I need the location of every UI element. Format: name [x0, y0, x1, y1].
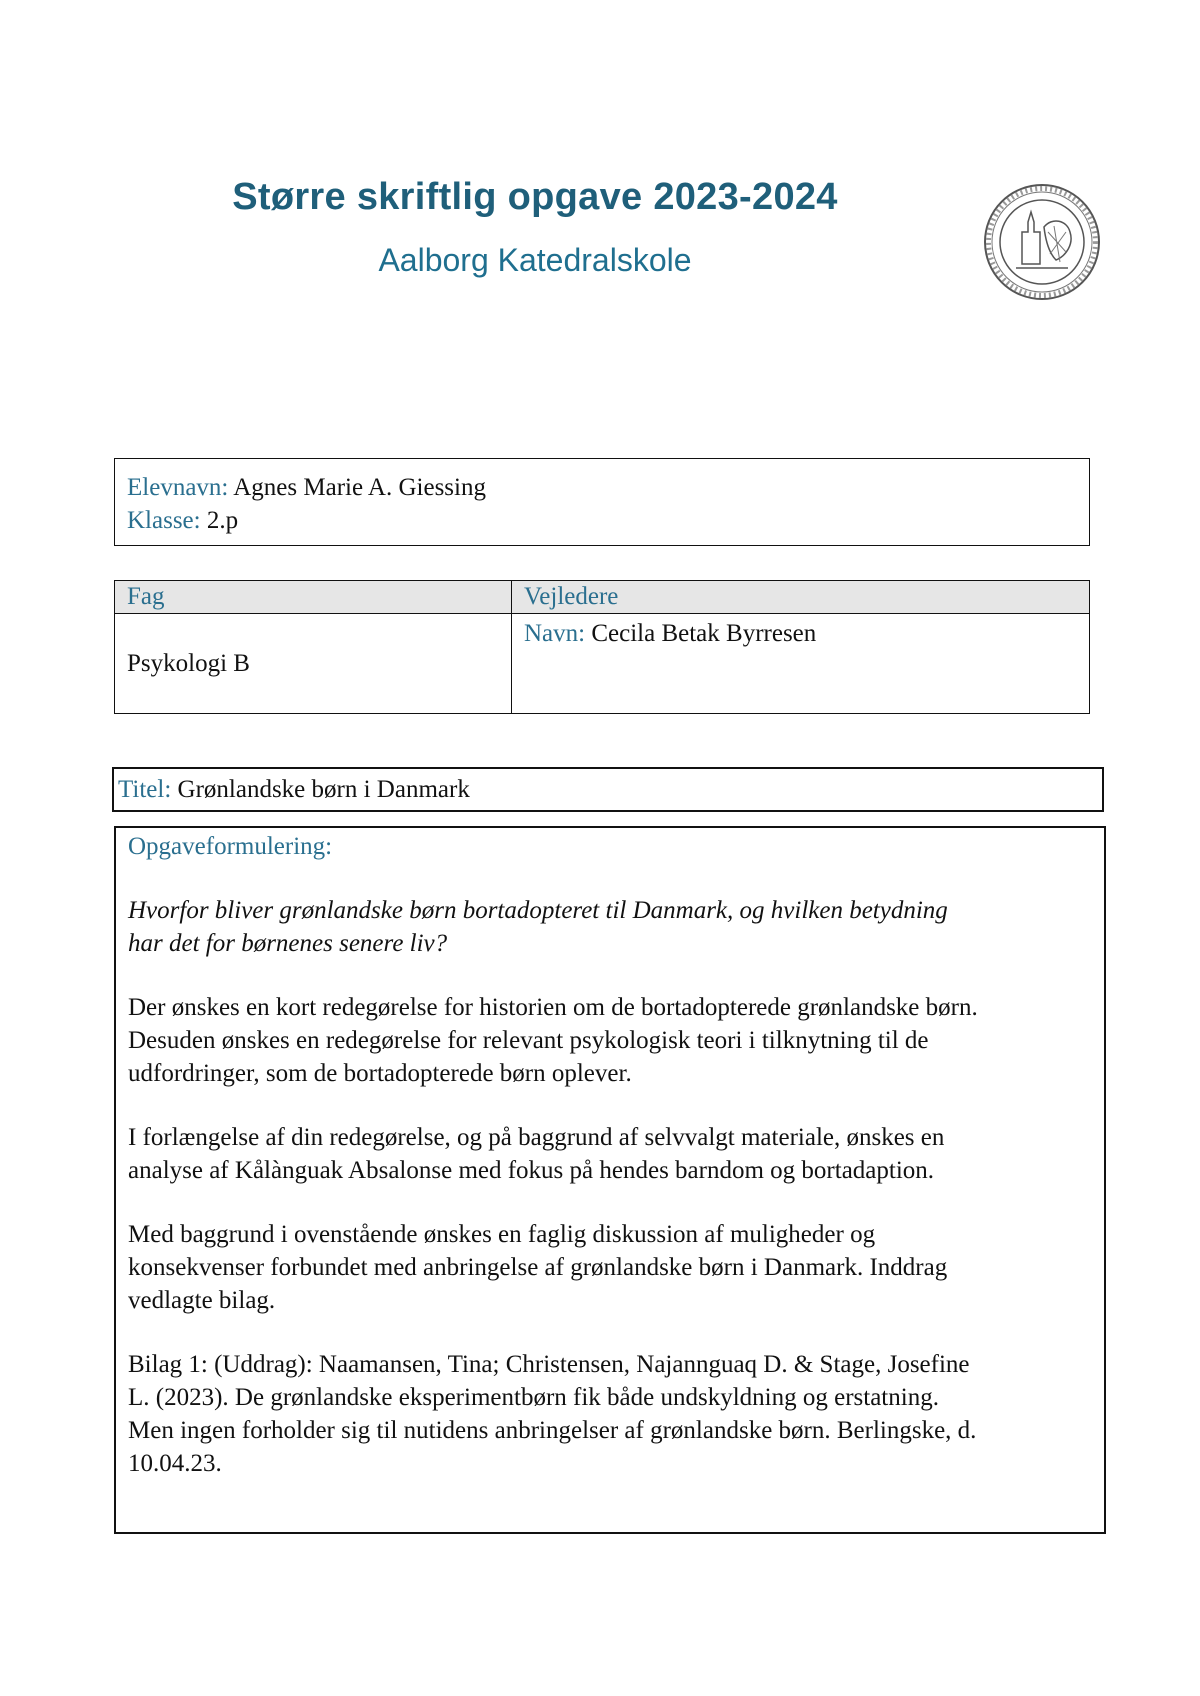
title-value: Grønlandske børn i Danmark: [177, 776, 470, 803]
question-line: har det for børnenes senere liv?: [128, 930, 448, 957]
school-name: Aalborg Katedralskole: [378, 242, 692, 278]
class-value: 2.p: [206, 507, 239, 534]
title-label: Titel:: [118, 776, 172, 803]
paragraph-line: analyse af Kålànguak Absalonse med fokus på hendes barndom og bortadaption.: [128, 1157, 935, 1184]
student-name-value: Agnes Marie A. Giessing: [233, 474, 486, 501]
appendix-line: 10.04.23.: [128, 1450, 222, 1477]
title-box: [112, 767, 1104, 812]
appendix-line: Bilag 1: (Uddrag): Naamansen, Tina; Christensen, Najannguaq D. & Stage, Josefine: [128, 1351, 970, 1378]
paragraph-line: udfordringer, som de bortadopterede børn oplever.: [128, 1060, 632, 1087]
advisor-header-cell: [512, 581, 1090, 614]
paragraph-line: konsekvenser forbundet med anbringelse af grønlandske børn i Danmark. Inddrag: [128, 1254, 948, 1281]
paragraph-line: Der ønskes en kort redegørelse for historien om de bortadopterede grønlandske børn.: [128, 994, 978, 1021]
question-line: Hvorfor bliver grønlandske børn bortadopteret til Danmark, og hvilken betydning: [128, 897, 948, 924]
paragraph-line: Desuden ønskes en redegørelse for relevant psykologisk teori i tilknytning til de: [128, 1027, 929, 1054]
advisor-cell: [512, 614, 1090, 714]
appendix-line: Men ingen forholder sig til nutidens anbringelser af grønlandske børn. Berlingske, d.: [128, 1417, 977, 1444]
formulation-label: Opgaveformulering:: [128, 833, 333, 860]
school-seal-icon: [982, 182, 1102, 302]
subject-header-cell: [115, 581, 512, 614]
page-title: Større skriftlig opgave 2023-2024: [232, 176, 838, 218]
subject-header: Fag: [127, 583, 165, 610]
paragraph-line: I forlængelse af din redegørelse, og på baggrund af selvvalgt materiale, ønskes en: [128, 1124, 945, 1151]
student-info-box: [114, 458, 1090, 546]
student-name-label: Elevnavn:: [127, 474, 229, 501]
subject-cell: [115, 614, 512, 714]
subject-value: Psykologi B: [127, 649, 250, 677]
class-label: Klasse:: [127, 507, 201, 534]
advisor-value: Cecila Betak Byrresen: [591, 620, 817, 647]
appendix-line: L. (2023). De grønlandske eksperimentbørn fik både undskyldning og erstatning.: [128, 1384, 939, 1411]
paragraph-line: vedlagte bilag.: [128, 1287, 276, 1314]
paragraph-line: Med baggrund i ovenstående ønskes en faglig diskussion af muligheder og: [128, 1221, 876, 1248]
assignment-formulation-box: [114, 826, 1106, 1534]
advisor-label: Navn:: [524, 620, 586, 647]
subject-table: [114, 580, 1090, 714]
advisor-header: Vejledere: [524, 583, 619, 610]
